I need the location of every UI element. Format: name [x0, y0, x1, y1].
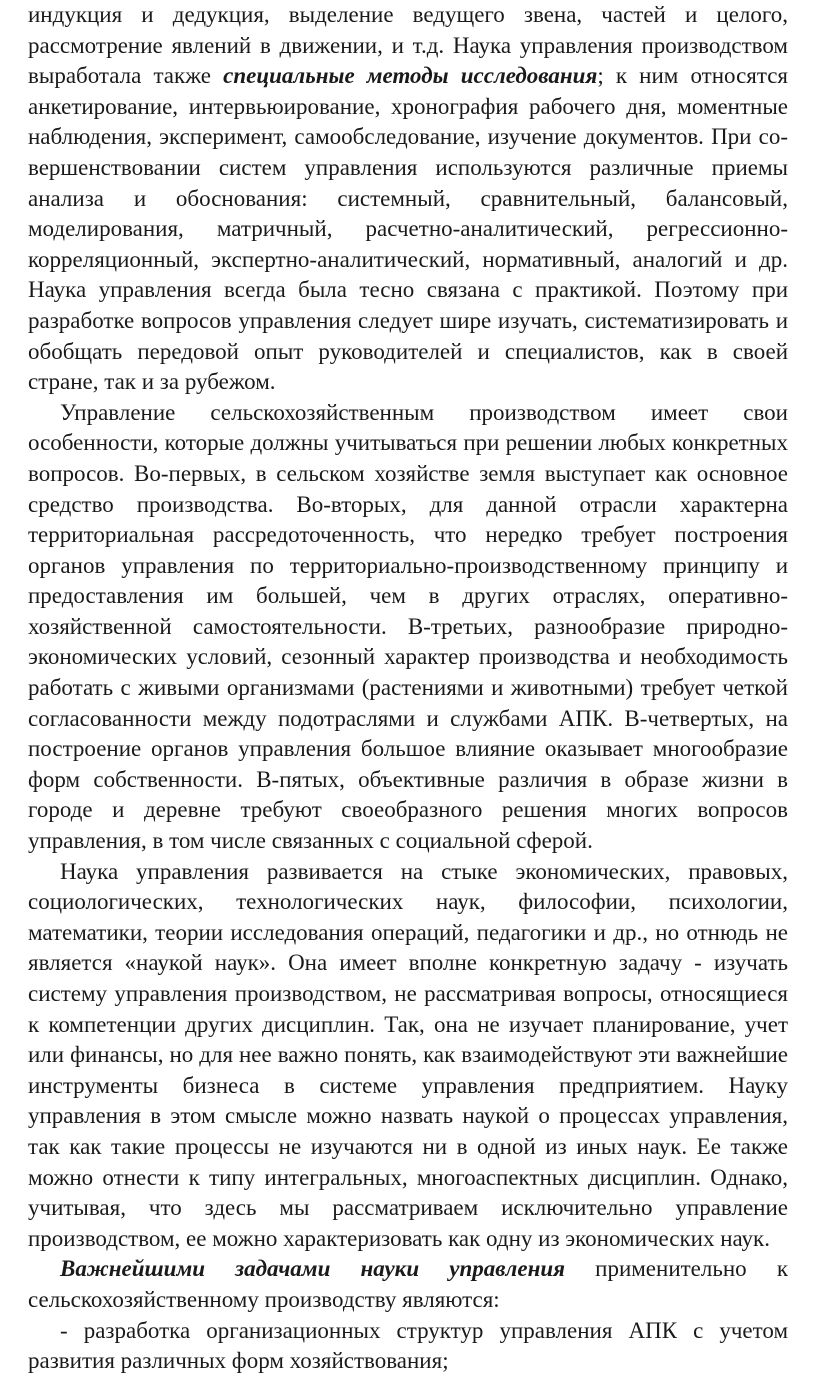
list-item-org-structures: - разработка организационных структур управления АПК с учетом развития различных форм хозяйствования; — [28, 1317, 788, 1374]
tasks-emphasis: Важнейшими задачами науки управления — [60, 1256, 565, 1282]
paragraph-tasks-intro — [28, 1254, 788, 1315]
paragraph-agriculture-features: Управление сельскохозяйственным производством имеет свои особенности, которые должны учитываться при решении любых конкретных вопросов. Во-первых, в сельском хозяйстве земля выступает как основное средство производства. Во-вторых, для данной отрасли характерна территориальная рассредоточенность, что нередко требует построения органов управления по территориально-производственному принципу и предоставления им большей, чем в других отраслях, оперативно-хозяйственной самостоятельности. В-третьих, разнообразие природно-экономических условий, сезонный характер производства и необходимость работать с живыми организмами (растениями и животными) требует четкой согласованности между подотраслями и службами АПК. В-четвертых, на построение органов управления большое влияние оказывает многообразие форм собственности. В-пятых, объективные различия в образе жизни в городе и деревне требуют своеобразного решения многих вопросов управления, в том числе связанных с социальной сферой. — [28, 399, 788, 854]
special-methods-emphasis: специальные методы исследования — [223, 63, 598, 89]
document-page — [28, 0, 788, 1377]
paragraph-management-science: Наука управления развивается на стыке экономических, правовых, социологических, технологических наук, философии, психологии, математики, теории исследования операций, педагогики и др., но отнюдь не является «наукой наук». Она имеет вполне конкретную задачу - изучать систему управления производством, не рассматривая вопросы, относящиеся к компетенции других дисциплин. Так, она не изучает планирование, учет или финансы, но для нее важно понять, как взаимодействуют эти важнейшие инструменты бизнеса в системе управления предприятием. Науку управления в этом смысле можно назвать наукой о процессах управления, так как такие процессы не изучаются ни в одной из иных наук. Ее также можно отнести к типу интегральных, многоаспектных дисциплин. Однако, учитывая, что здесь мы рассматриваем исключительно управление производством, ее можно характеризовать как одну из экономических наук. — [28, 858, 788, 1251]
paragraph-methods-text-b: ; к ним относятся анкетирование, интервьюирование, хронография рабочего дня, моментные наблюдения, эксперимент, самообследование, изучение документов. При совершенствовании систем управления используются различные приемы анализа и обоснования: системный, сравнительный, балансовый, моделирования, матричный, расчетно-аналитический, регрессионно-корреляционный, экспертно-аналитический, нормативный, аналогий и др. Наука управления всегда была тесно связана с практикой. Поэтому при разработке вопросов управления следует шире изучать, систематизировать и обобщать передовой опыт руководителей и специалистов, как в своей стране, так и за рубежом. — [28, 63, 788, 395]
paragraph-methods — [28, 0, 788, 398]
tasks-intro-text: применительно к сельскохозяйственному производству являются: — [28, 1256, 788, 1312]
paragraph-methods-text-a: индукция и дедукция, выделение ведущего звена, частей и целого, рассмотрение явлений в движении, и т.д. Наука управления производством выработала также — [28, 2, 788, 89]
